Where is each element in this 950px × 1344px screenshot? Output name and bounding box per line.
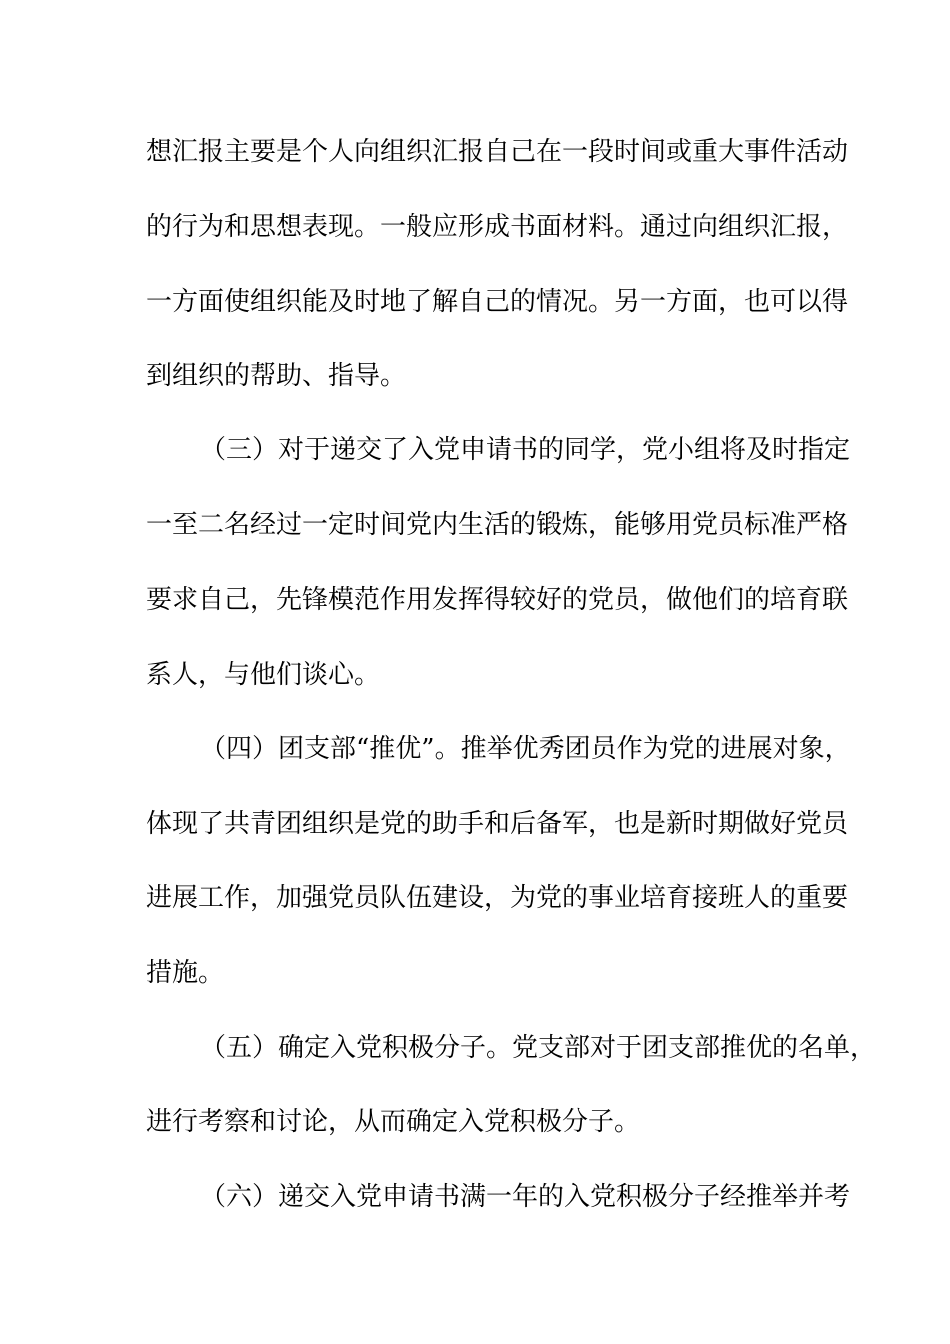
text-line: （三）对于递交了入党申请书的同学，党小组将及时指定: [200, 435, 851, 465]
text-line: 要求自己，先锋模范作用发挥得较好的党员，做他们的培育联: [146, 585, 849, 615]
text-line: 体现了共青团组织是党的助手和后备军，也是新时期做好党员: [146, 809, 849, 839]
text-line: 系人，与他们谈心。: [146, 660, 381, 690]
text-line: 进展工作，加强党员队伍建设，为党的事业培育接班人的重要: [146, 883, 849, 913]
text-line: 一方面使组织能及时地了解自己的情况。另一方面，也可以得: [146, 287, 849, 317]
text-line: 的行为和思想表现。一般应形成书面材料。通过向组织汇报，: [146, 212, 849, 242]
text-line: （五）确定入党积极分子。党支部对于团支部推优的名单，: [200, 1033, 877, 1063]
text-line: （六）递交入党申请书满一年的入党积极分子经推举并考: [200, 1182, 851, 1212]
text-line: 想汇报主要是个人向组织汇报自己在一段时间或重大事件活动: [146, 137, 849, 167]
text-line: 到组织的帮助、指导。: [146, 361, 407, 391]
text-line: 一至二名经过一定时间党内生活的锻炼，能够用党员标准严格: [146, 510, 849, 540]
text-line: 措施。: [146, 958, 225, 988]
text-line: （四）团支部“推优”。推举优秀团员作为党的进展对象，: [200, 734, 851, 764]
text-line: 进行考察和讨论，从而确定入党积极分子。: [146, 1107, 641, 1137]
